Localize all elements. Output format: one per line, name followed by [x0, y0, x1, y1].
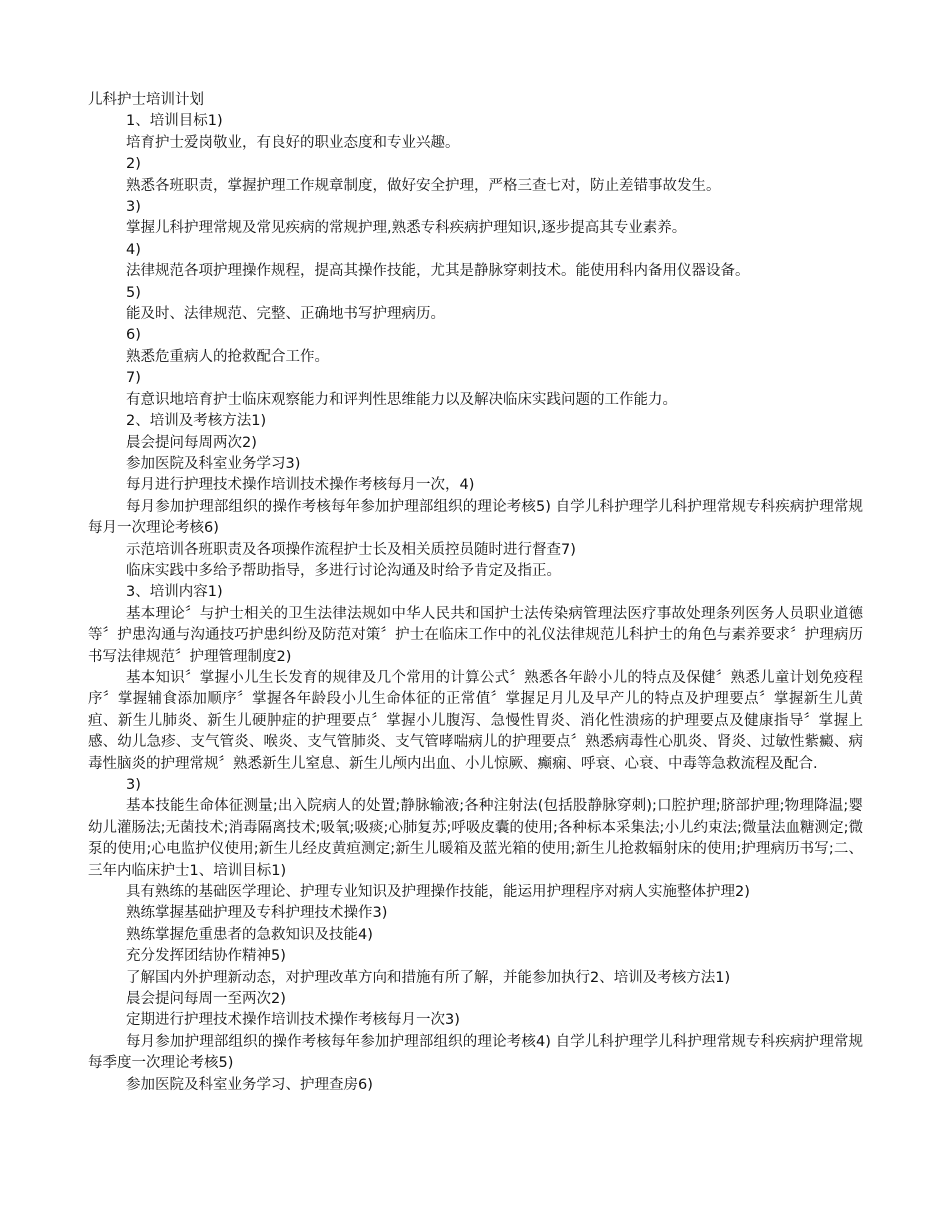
- paragraph: 定期进行护理技术操作培训技术操作考核每月一次3): [126, 1012, 460, 1029]
- paragraph: 晨会提问每周两次2): [126, 434, 257, 451]
- paragraph: 5): [126, 284, 141, 301]
- paragraph: 有意识地培育护士临床观察能力和评判性思维能力以及解决临床实践问题的工作能力。: [126, 391, 677, 408]
- paragraph: 基本技能生命体征测量;出入院病人的处置;静脉输液;各种注射法(包括股静脉穿刺);口腔护理;脐部护理;物理降温;婴幼儿灌肠法;无菌技术;消毒隔离技术;吸氧;吸痰;心肺复苏;呼吸皮囊的使用;各种标本采集法;小儿约束法;微量法血糖测定;微泵的使用;心电监护仪使用;新生儿经皮黄疸测定;新生儿暖箱及蓝光箱的使用;新生儿抢救辐射床的使用;护理病历书写;二、三年内临床护士1、培训目标1): [88, 798, 863, 879]
- paragraph: 熟悉危重病人的抢救配合工作。: [126, 348, 329, 365]
- paragraph: 4): [126, 241, 141, 258]
- paragraph: 2): [126, 156, 141, 173]
- paragraph: 示范培训各班职责及各项操作流程护士长及相关质控员随时进行督查7): [126, 541, 576, 558]
- paragraph: 基本知识〞掌握小儿生长发育的规律及几个常用的计算公式〞熟悉各年龄小儿的特点及保健〞熟悉儿童计划免疫程序〞掌握辅食添加顺序〞掌握各年龄段小儿生命体征的正常值〞掌握足月儿及早产儿的特点及护理要点〞掌握新生儿黄疸、新生儿肺炎、新生儿硬肿症的护理要点〞掌握小儿腹泻、急慢性胃炎、消化性溃疡的护理要点及健康指导〞掌握上感、幼儿急疹、支气管炎、喉炎、支气管肺炎、支气管哮喘病儿的护理要点〞熟悉病毒性心肌炎、肾炎、过敏性紫癜、病毒性脑炎的护理常规〞熟悉新生儿窒息、新生儿颅内出血、小儿惊厥、癫痫、呼衰、心衰、中毒等急救流程及配合.: [88, 669, 863, 772]
- paragraph: 7): [126, 370, 141, 387]
- paragraph: 每月进行护理技术操作培训技术操作考核每月一次，4): [126, 477, 475, 494]
- paragraph: 每月参加护理部组织的操作考核每年参加护理部组织的理论考核4) 自学儿科护理学儿科护理常规专科疾病护理常规每季度一次理论考核5): [88, 1033, 863, 1072]
- paragraph: 掌握儿科护理常规及常见疾病的常规护理,熟悉专科疾病护理知识,逐步提高其专业素养。: [126, 220, 687, 237]
- paragraph: 3、培训内容1): [126, 584, 223, 601]
- paragraph: 培育护士爱岗敬业，有良好的职业态度和专业兴趣。: [126, 134, 460, 151]
- paragraph: 熟练掌握危重患者的急救知识及技能4): [126, 926, 373, 943]
- paragraph: 具有熟练的基础医学理论、护理专业知识及护理操作技能，能运用护理程序对病人实施整体护理2): [126, 884, 750, 901]
- paragraph: 2、培训及考核方法1): [126, 413, 267, 430]
- paragraph: 临床实践中多给予帮助指导，多进行讨论沟通及时给予肯定及指正。: [126, 562, 561, 579]
- paragraph: 基本理论〞与护士相关的卫生法律法规如中华人民共和国护士法传染病管理法医疗事故处理条列医务人员职业道德等〞护患沟通与沟通技巧护患纠纷及防范对策〞护士在临床工作中的礼仪法律规范儿科护士的角色与素养要求〞护理病历书写法律规范〞护理管理制度2): [88, 605, 863, 665]
- paragraph: 参加医院及科室业务学习、护理查房6): [126, 1076, 373, 1093]
- document-title: 儿科护士培训计划: [88, 92, 204, 108]
- paragraph: 了解国内外护理新动态，对护理改革方向和措施有所了解，并能参加执行2、培训及考核方法1): [126, 969, 731, 986]
- paragraph: 每月参加护理部组织的操作考核每年参加护理部组织的理论考核5) 自学儿科护理学儿科护理常规专科疾病护理常规每月一次理论考核6): [88, 498, 863, 537]
- paragraph: 1、培训目标1): [126, 113, 223, 130]
- paragraph: 参加医院及科室业务学习3): [126, 455, 301, 472]
- paragraph: 能及时、法律规范、完整、正确地书写护理病历。: [126, 306, 445, 323]
- paragraph: 熟练掌握基础护理及专科护理技术操作3): [126, 905, 388, 922]
- paragraph: 3): [126, 199, 141, 216]
- document-body: [88, 111, 863, 1096]
- paragraph: 3): [126, 777, 141, 793]
- paragraph: 熟悉各班职责，掌握护理工作规章制度，做好安全护理，严格三查七对，防止差错事故发生。: [126, 177, 721, 194]
- paragraph: 6): [126, 327, 141, 344]
- paragraph: 充分发挥团结协作精神5): [126, 948, 286, 965]
- paragraph: 晨会提问每周一至两次2): [126, 991, 286, 1008]
- document-page: [88, 90, 863, 1096]
- paragraph: 法律规范各项护理操作规程，提高其操作技能，尤其是静脉穿刺技术。能使用科内备用仪器设备。: [126, 263, 750, 280]
